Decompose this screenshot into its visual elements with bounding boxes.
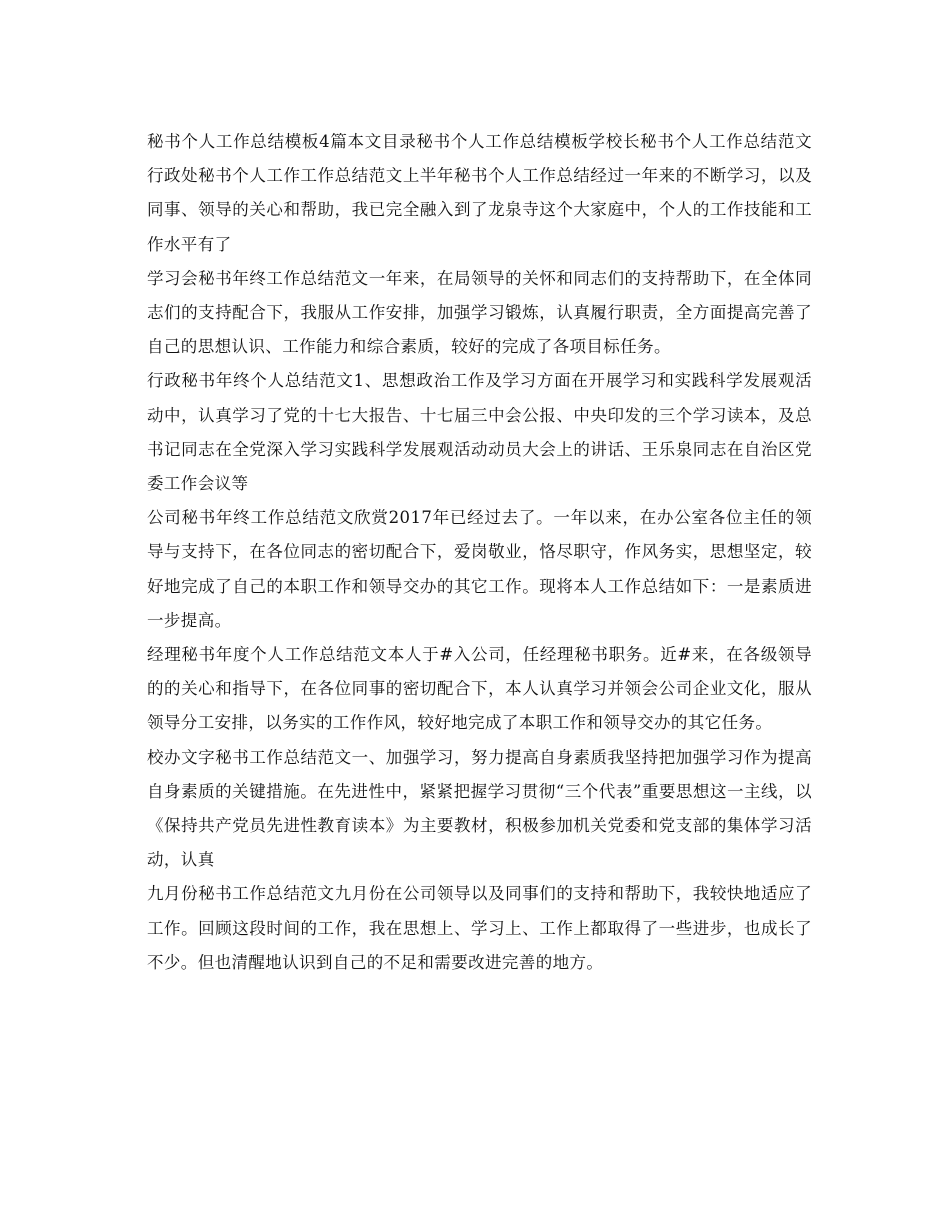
paragraph-7: 九月份秘书工作总结范文九月份在公司领导以及同事们的支持和帮助下，我较快地适应了工作。回顾这段时间的工作，我在思想上、学习上、工作上都取得了一些进步，也成长了不少。但也清醒地认识到自己的不足和需要改进完善的地方。 bbox=[147, 884, 812, 972]
paragraph-4: 公司秘书年终工作总结范文欣赏2017年已经过去了。一年以来，在办公室各位主任的领导与支持下，在各位同志的密切配合下，爱岗敬业，恪尽职守，作风务实，思想坚定，较好地完成了自己的本职工作和领导交办的其它工作。现将本人工作总结如下：一是素质进一步提高。 bbox=[147, 508, 812, 630]
document-body bbox=[147, 125, 812, 980]
paragraph-1: 秘书个人工作总结模板4篇本文目录秘书个人工作总结模板学校长秘书个人工作总结范文行政处秘书个人工作工作总结范文上半年秘书个人工作总结经过一年来的不断学习，以及同事、领导的关心和帮助，我已完全融入到了龙泉寺这个大家庭中，个人的工作技能和工作水平有了 bbox=[147, 132, 812, 254]
paragraph-3: 行政秘书年终个人总结范文1、思想政治工作及学习方面在开展学习和实践科学发展观活动中，认真学习了党的十七大报告、十七届三中会公报、中央印发的三个学习读本，及总书记同志在全党深入学习实践科学发展观活动动员大会上的讲话、王乐泉同志在自治区党委工作会议等 bbox=[147, 371, 812, 494]
paragraph-6: 校办文字秘书工作总结范文一、加强学习，努力提高自身素质我坚持把加强学习作为提高自身素质的关键措施。在先进性中，紧紧把握学习贯彻“三个代表”重要思想这一主线，以《保持共产党员先进性教育读本》为主要教材，积极参加机关党委和党支部的集体学习活动，认真 bbox=[147, 747, 812, 870]
paragraph-5: 经理秘书年度个人工作总结范文本人于#入公司，任经理秘书职务。近#来，在各级领导的的关心和指导下，在各位同事的密切配合下，本人认真学习并领会公司企业文化，服从领导分工安排，以务实的工作作风，较好地完成了本职工作和领导交办的其它任务。 bbox=[147, 645, 812, 733]
paragraph-2: 学习会秘书年终工作总结范文一年来，在局领导的关怀和同志们的支持帮助下，在全体同志们的支持配合下，我服从工作安排，加强学习锻炼，认真履行职责，全方面提高完善了自己的思想认识、工作能力和综合素质，较好的完成了各项目标任务。 bbox=[147, 268, 812, 357]
